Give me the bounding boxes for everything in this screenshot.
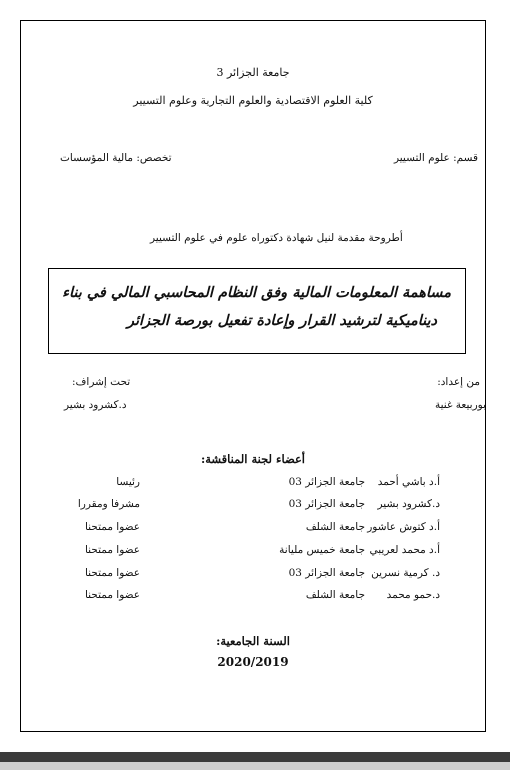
member-name: د.كشرود بشير (377, 498, 440, 510)
member-university: جامعة الشلف (305, 521, 365, 533)
member-name: أ.د باشي أحمد (377, 476, 440, 488)
member-university: جامعة الشلف (305, 589, 365, 601)
member-university: جامعة الجزائر 03 (288, 476, 365, 488)
member-role: عضوا ممتحنا (84, 544, 140, 556)
thesis-title-box (48, 268, 466, 354)
member-role: عضوا ممتحنا (84, 567, 140, 579)
prepared-by-label: من إعداد: (437, 376, 480, 388)
academic-year-label: السنة الجامعية: (216, 634, 290, 648)
member-role: عضوا ممتحنا (84, 521, 140, 533)
thesis-title-line-1: مساهمة المعلومات المالية وفق النظام المحاسبي المالي في بناء (62, 284, 451, 301)
academic-year: 2020/2019 (217, 655, 289, 669)
department-label: قسم: علوم التسيير (393, 152, 478, 164)
member-name: د. كرمية نسرين (371, 567, 440, 579)
bottom-bar-light (0, 762, 510, 770)
specialty-label: تخصص: مالية المؤسسات (60, 152, 172, 164)
member-name: أ.د كتوش عاشور (367, 521, 440, 533)
table-row (60, 476, 440, 498)
thesis-description: أطروحة مقدمة لنيل شهادة دكتوراه علوم في علوم التسيير (150, 232, 403, 244)
faculty-name: كلية العلوم الاقتصادية والعلوم التجارية وعلوم التسيير (133, 94, 373, 107)
table-row (60, 521, 440, 543)
bottom-bar-dark (0, 752, 510, 762)
university-name: جامعة الجزائر 3 (216, 66, 290, 79)
supervisor-name: د.كشرود بشير (64, 399, 127, 411)
member-university: جامعة الجزائر 03 (288, 567, 365, 579)
member-university: جامعة الجزائر 03 (288, 498, 365, 510)
member-role: مشرفا ومقررا (77, 498, 140, 510)
member-role: رئيسا (116, 476, 140, 488)
member-name: د.حمو محمد (386, 589, 440, 601)
member-university: جامعة خميس مليانة (279, 544, 365, 556)
table-row (60, 498, 440, 520)
supervisor-label: تحت إشراف: (72, 376, 131, 388)
thesis-title-line-2: ديناميكية لترشيد القرار وإعادة تفعيل بورصة الجزائر (127, 312, 437, 329)
table-row (60, 589, 440, 611)
table-row (60, 544, 440, 566)
member-name: أ.د محمد لعريبي (369, 544, 440, 556)
committee-header: أعضاء لجنة المناقشة: (201, 452, 305, 466)
table-row (60, 567, 440, 589)
member-role: عضوا ممتحنا (84, 589, 140, 601)
prepared-by-name: بوربيعة غنية (435, 399, 486, 411)
